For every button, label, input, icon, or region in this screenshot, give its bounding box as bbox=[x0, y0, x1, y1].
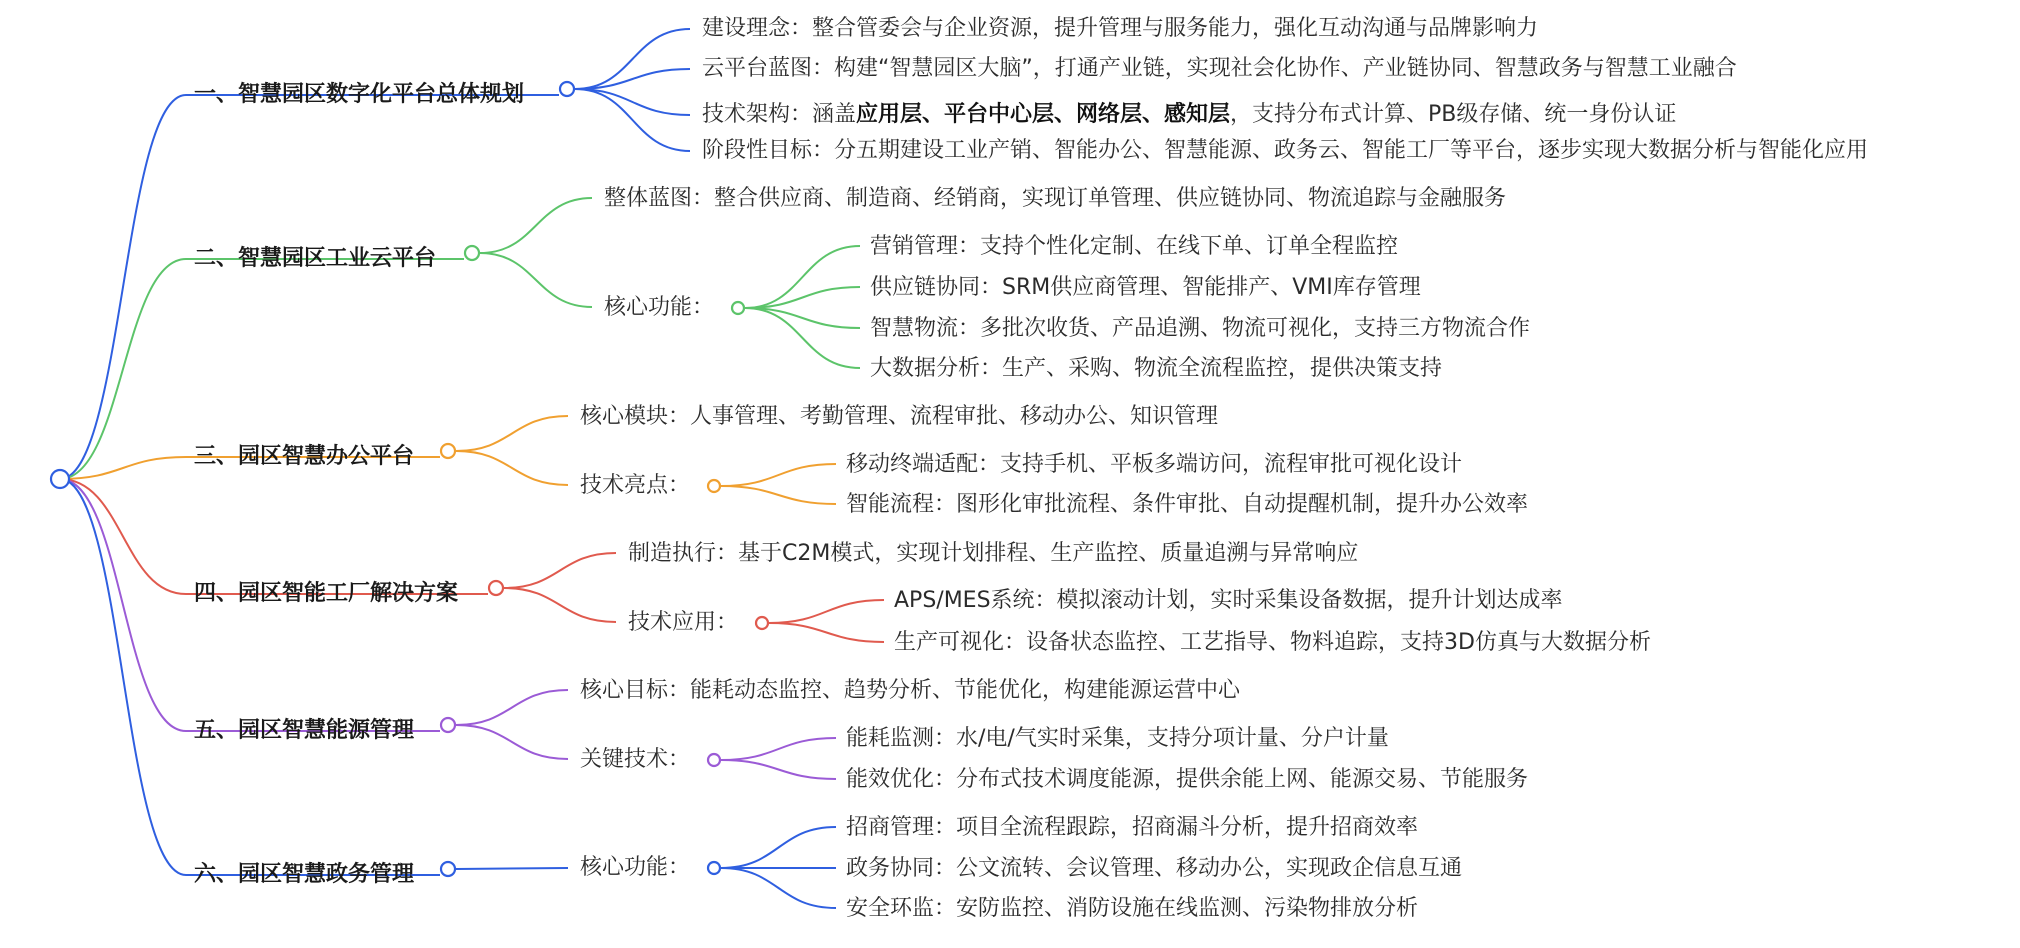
s2-leaf-blueprint[interactable]: 整体蓝图：整合供应商、制造商、经销商，实现订单管理、供应链协同、物流追踪与金融服务 bbox=[604, 186, 1507, 211]
s4-branch-1 bbox=[504, 553, 616, 588]
s3-tech-highlights[interactable]: 技术亮点： bbox=[580, 473, 691, 498]
s5-branch-2 bbox=[456, 725, 568, 759]
s6-leaf-investment[interactable]: 招商管理：项目全流程跟踪，招商漏斗分析，提升招商效率 bbox=[846, 815, 1419, 840]
s6-sub-branch-1 bbox=[721, 827, 836, 868]
s2-leaf-supply-chain[interactable]: 供应链协同：SRM供应商管理、智能排产、VMI库存管理 bbox=[870, 275, 1421, 300]
s3-branch-2 bbox=[456, 451, 568, 485]
s3-sub-node-circle[interactable] bbox=[708, 480, 720, 492]
s3-sub-branch-1 bbox=[721, 464, 836, 486]
s6-sub-branch-3 bbox=[721, 868, 836, 908]
s1-leaf-architecture[interactable] bbox=[702, 104, 1676, 126]
arch-prefix: 技术架构：涵盖 bbox=[702, 102, 857, 127]
s6-sub-node-circle[interactable] bbox=[708, 862, 720, 874]
s2-branch-2 bbox=[480, 253, 592, 307]
arch-layers: 应用层、平台中心层、网络层、感知层 bbox=[856, 102, 1231, 127]
s4-leaf-execution[interactable]: 制造执行：基于C2M模式，实现计划排程、生产监控、质量追溯与异常响应 bbox=[628, 541, 1359, 566]
s3-leaf-modules[interactable]: 核心模块：人事管理、考勤管理、流程审批、移动办公、知识管理 bbox=[580, 404, 1219, 429]
arch-suffix: ，支持分布式计算、PB级存储、统一身份认证 bbox=[1230, 102, 1677, 127]
s2-sub-branch-1 bbox=[745, 246, 860, 308]
section-4-title[interactable]: 四、园区智能工厂解决方案 bbox=[194, 581, 459, 606]
section-5-title[interactable]: 五、园区智慧能源管理 bbox=[194, 718, 415, 743]
s5-sub-branch-1 bbox=[721, 738, 836, 760]
s3-leaf-smart-flow[interactable]: 智能流程：图形化审批流程、条件审批、自动提醒机制，提升办公效率 bbox=[846, 492, 1529, 517]
s5-leaf-optimization[interactable]: 能效优化：分布式技术调度能源，提供余能上网、能源交易、节能服务 bbox=[846, 767, 1529, 792]
s1-branch-4 bbox=[575, 89, 690, 151]
s5-leaf-goals[interactable]: 核心目标：能耗动态监控、趋势分析、节能优化，构建能源运营中心 bbox=[580, 678, 1241, 703]
s1-leaf-phase-goals[interactable]: 阶段性目标：分五期建设工业产销、智能办公、智慧能源、政务云、智能工厂等平台，逐步实现大数据分析与智能化应用 bbox=[702, 138, 1869, 163]
s5-key-tech[interactable]: 关键技术： bbox=[580, 747, 691, 772]
s4-leaf-visualization[interactable]: 生产可视化：设备状态监控、工艺指导、物料追踪，支持3D仿真与大数据分析 bbox=[894, 630, 1651, 655]
section-1-title[interactable]: 一、智慧园区数字化平台总体规划 bbox=[194, 82, 525, 107]
section-2-title[interactable]: 二、智慧园区工业云平台 bbox=[194, 246, 437, 271]
s1-branch-3 bbox=[575, 89, 690, 115]
s1-node-circle[interactable] bbox=[560, 82, 574, 96]
s4-sub-branch-1 bbox=[769, 600, 884, 623]
s2-branch-1 bbox=[480, 198, 592, 253]
root-branch-4 bbox=[60, 479, 186, 594]
s2-leaf-logistics[interactable]: 智慧物流：多批次收货、产品追溯、物流可视化，支持三方物流合作 bbox=[870, 316, 1531, 341]
s2-core-functions[interactable]: 核心功能： bbox=[604, 295, 715, 320]
s5-branch-1 bbox=[456, 690, 568, 725]
s5-sub-node-circle[interactable] bbox=[708, 754, 720, 766]
s2-node-circle[interactable] bbox=[465, 246, 479, 260]
s3-sub-branch-2 bbox=[721, 486, 836, 504]
root-branch-3 bbox=[60, 457, 186, 479]
s6-node-circle[interactable] bbox=[441, 862, 455, 876]
section-3-title[interactable]: 三、园区智慧办公平台 bbox=[194, 444, 415, 469]
s4-node-circle[interactable] bbox=[489, 581, 503, 595]
s1-leaf-concept[interactable]: 建设理念：整合管委会与企业资源，提升管理与服务能力，强化互动沟通与品牌影响力 bbox=[702, 16, 1539, 41]
s5-node-circle[interactable] bbox=[441, 718, 455, 732]
s2-leaf-bigdata[interactable]: 大数据分析：生产、采购、物流全流程监控，提供决策支持 bbox=[870, 356, 1443, 381]
s6-branch-1 bbox=[456, 868, 568, 869]
s4-sub-branch-2 bbox=[769, 623, 884, 642]
s2-leaf-marketing[interactable]: 营销管理：支持个性化定制、在线下单、订单全程监控 bbox=[870, 234, 1399, 259]
s4-leaf-aps-mes[interactable]: APS/MES系统：模拟滚动计划，实时采集设备数据，提升计划达成率 bbox=[894, 588, 1563, 613]
s6-leaf-gov-collab[interactable]: 政务协同：公文流转、会议管理、移动办公，实现政企信息互通 bbox=[846, 856, 1463, 881]
root-branch-1 bbox=[60, 95, 186, 479]
s1-leaf-cloud-blueprint[interactable]: 云平台蓝图：构建“智慧园区大脑”，打通产业链，实现社会化协作、产业链协同、智慧政务与智慧工业融合 bbox=[702, 56, 1737, 81]
s5-leaf-monitoring[interactable]: 能耗监测：水/电/气实时采集，支持分项计量、分户计量 bbox=[846, 726, 1389, 751]
s3-node-circle[interactable] bbox=[441, 444, 455, 458]
s4-sub-node-circle[interactable] bbox=[756, 617, 768, 629]
root-branch-5 bbox=[60, 479, 186, 731]
s3-branch-1 bbox=[456, 416, 568, 451]
root-node-circle[interactable] bbox=[51, 470, 69, 488]
s4-branch-2 bbox=[504, 588, 616, 622]
section-6-title[interactable]: 六、园区智慧政务管理 bbox=[194, 862, 415, 887]
s4-tech-application[interactable]: 技术应用： bbox=[628, 610, 739, 635]
s6-leaf-safety-env[interactable]: 安全环监：安防监控、消防设施在线监测、污染物排放分析 bbox=[846, 896, 1419, 921]
s2-sub-node-circle[interactable] bbox=[732, 302, 744, 314]
s3-leaf-mobile[interactable]: 移动终端适配：支持手机、平板多端访问，流程审批可视化设计 bbox=[846, 452, 1463, 477]
s6-core-functions[interactable]: 核心功能： bbox=[580, 855, 691, 880]
s5-sub-branch-2 bbox=[721, 760, 836, 779]
